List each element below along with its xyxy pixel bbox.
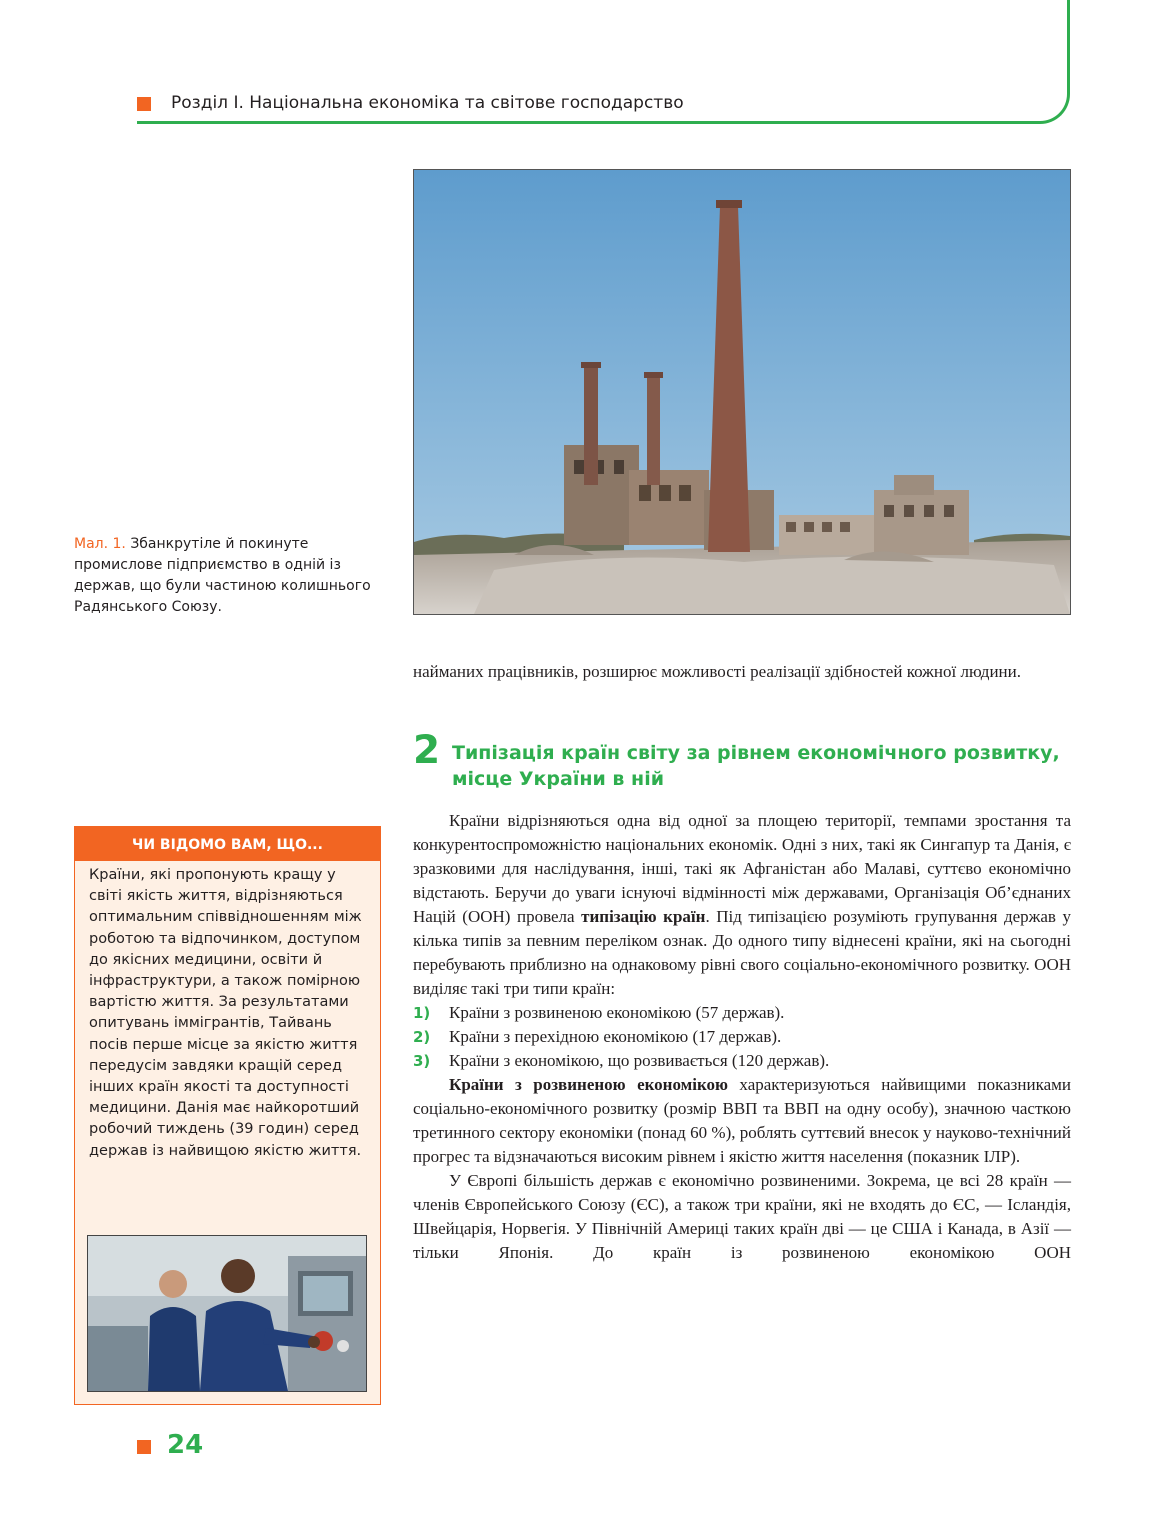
abandoned-factory-photo — [413, 169, 1071, 615]
figure-label: Мал. 1. — [74, 536, 126, 552]
did-you-know-box — [74, 826, 381, 1405]
paragraph-text: У Європі більшість держав є економічно розвиненими. Зокрема, це всі 28 країн — членів Європейського Союзу (ЄС), а також три країни, які не входять до ЄС, — Ісландія, Швейцарія, Норвегія. У Північній Америці таких країн дві — це США і Канада, в Азії — тільки Японія. До країн із розвиненою економікою ООН — [413, 1171, 1071, 1262]
figure-caption-text: Збанкрутіле й покинуте промислове підприємство в одній із держав, що були частиною колишнього Радянського Союзу. — [74, 536, 371, 615]
paragraph-types-intro — [413, 809, 1071, 1001]
list-text: Країни з розвиненою економікою (57 держав). — [449, 1003, 785, 1022]
page-number: 24 — [167, 1430, 204, 1460]
did-you-know-heading: ЧИ ВІДОМО ВАМ, ЩО... — [75, 827, 380, 861]
section-title: Типізація країн світу за рівнем економічного розвитку, місце України в ній — [452, 742, 1060, 790]
paragraph-europe — [413, 1169, 1071, 1265]
did-you-know-text: Країни, які пропонують кращу у світі якість життя, відрізняються оптимальним співвідношенням між роботою та відпочинком, доступом до якісних медицини, освіти й інфраструктури, а також помірною вартістю життя. За результатами опитувань іммігрантів, Тайвань посів перше місце за якістю життя передусім завдяки кращій серед інших країн якості та доступності медицини. Данія має найкоротший робочий тиждень (39 годин) серед держав із найвищою якістю життя. — [89, 867, 362, 1159]
list-item — [413, 1001, 1071, 1025]
workers-machine-photo — [87, 1235, 367, 1392]
paragraph-developed — [413, 1073, 1071, 1169]
header-bullet-square — [137, 97, 151, 111]
footer-bullet-square — [137, 1440, 151, 1454]
list-item — [413, 1025, 1071, 1049]
term-bold: типізацію країн — [581, 907, 706, 926]
figure-caption — [74, 534, 374, 618]
paragraph-text: Країни відрізняються одна від одної за площею території, темпами зростання та конкурентоспроможністю національних економік. Одні з них, такі як Сингапур та Данія, є зразковими для наслідування, інші, такі як Афганістан або Малаві, суттєво економічно відстають. Беручи до уваги існуючі відмінності між державами, Організація Об’єднаних Націй (ООН) провела — [413, 811, 1071, 926]
main-text — [413, 809, 1071, 1265]
list-text: Країни з економікою, що розвивається (120 держав). — [449, 1051, 830, 1070]
list-item — [413, 1049, 1071, 1073]
paragraph-text: характеризуються найвищими показниками соціально-економічного розвитку (розмір ВВП та ВВП на одну особу), значною часткою третинного сектору економіки (понад 60 %), роблять суттєвий внесок у науково-технічний прогрес та відзначаються високим рівнем і якістю життя населення (показник ІЛР). — [413, 1075, 1071, 1166]
paragraph-text: найманих працівників, розширює можливості реалізації здібностей кожної людини. — [413, 662, 1021, 681]
term-bold: Країни з розвиненою економікою — [449, 1075, 729, 1094]
list-number: 1) — [413, 1004, 431, 1022]
list-text: Країни з перехідною економікою (17 держав). — [449, 1027, 782, 1046]
list-number: 2) — [413, 1028, 431, 1046]
continued-paragraph — [413, 660, 1071, 684]
section-number: 2 — [413, 728, 441, 773]
chapter-title: Розділ І. Національна економіка та світове господарство — [171, 93, 684, 113]
list-number: 3) — [413, 1052, 431, 1070]
paragraph-text: . Під типізацією розуміють групування держав у кілька типів за певним переліком ознак. До одного типу віднесені країни, які на сьогодні перебувають приблизно на однаковому рівні свого соціально-економічного розвитку. ООН виділяє такі три типи країн: — [413, 907, 1071, 998]
